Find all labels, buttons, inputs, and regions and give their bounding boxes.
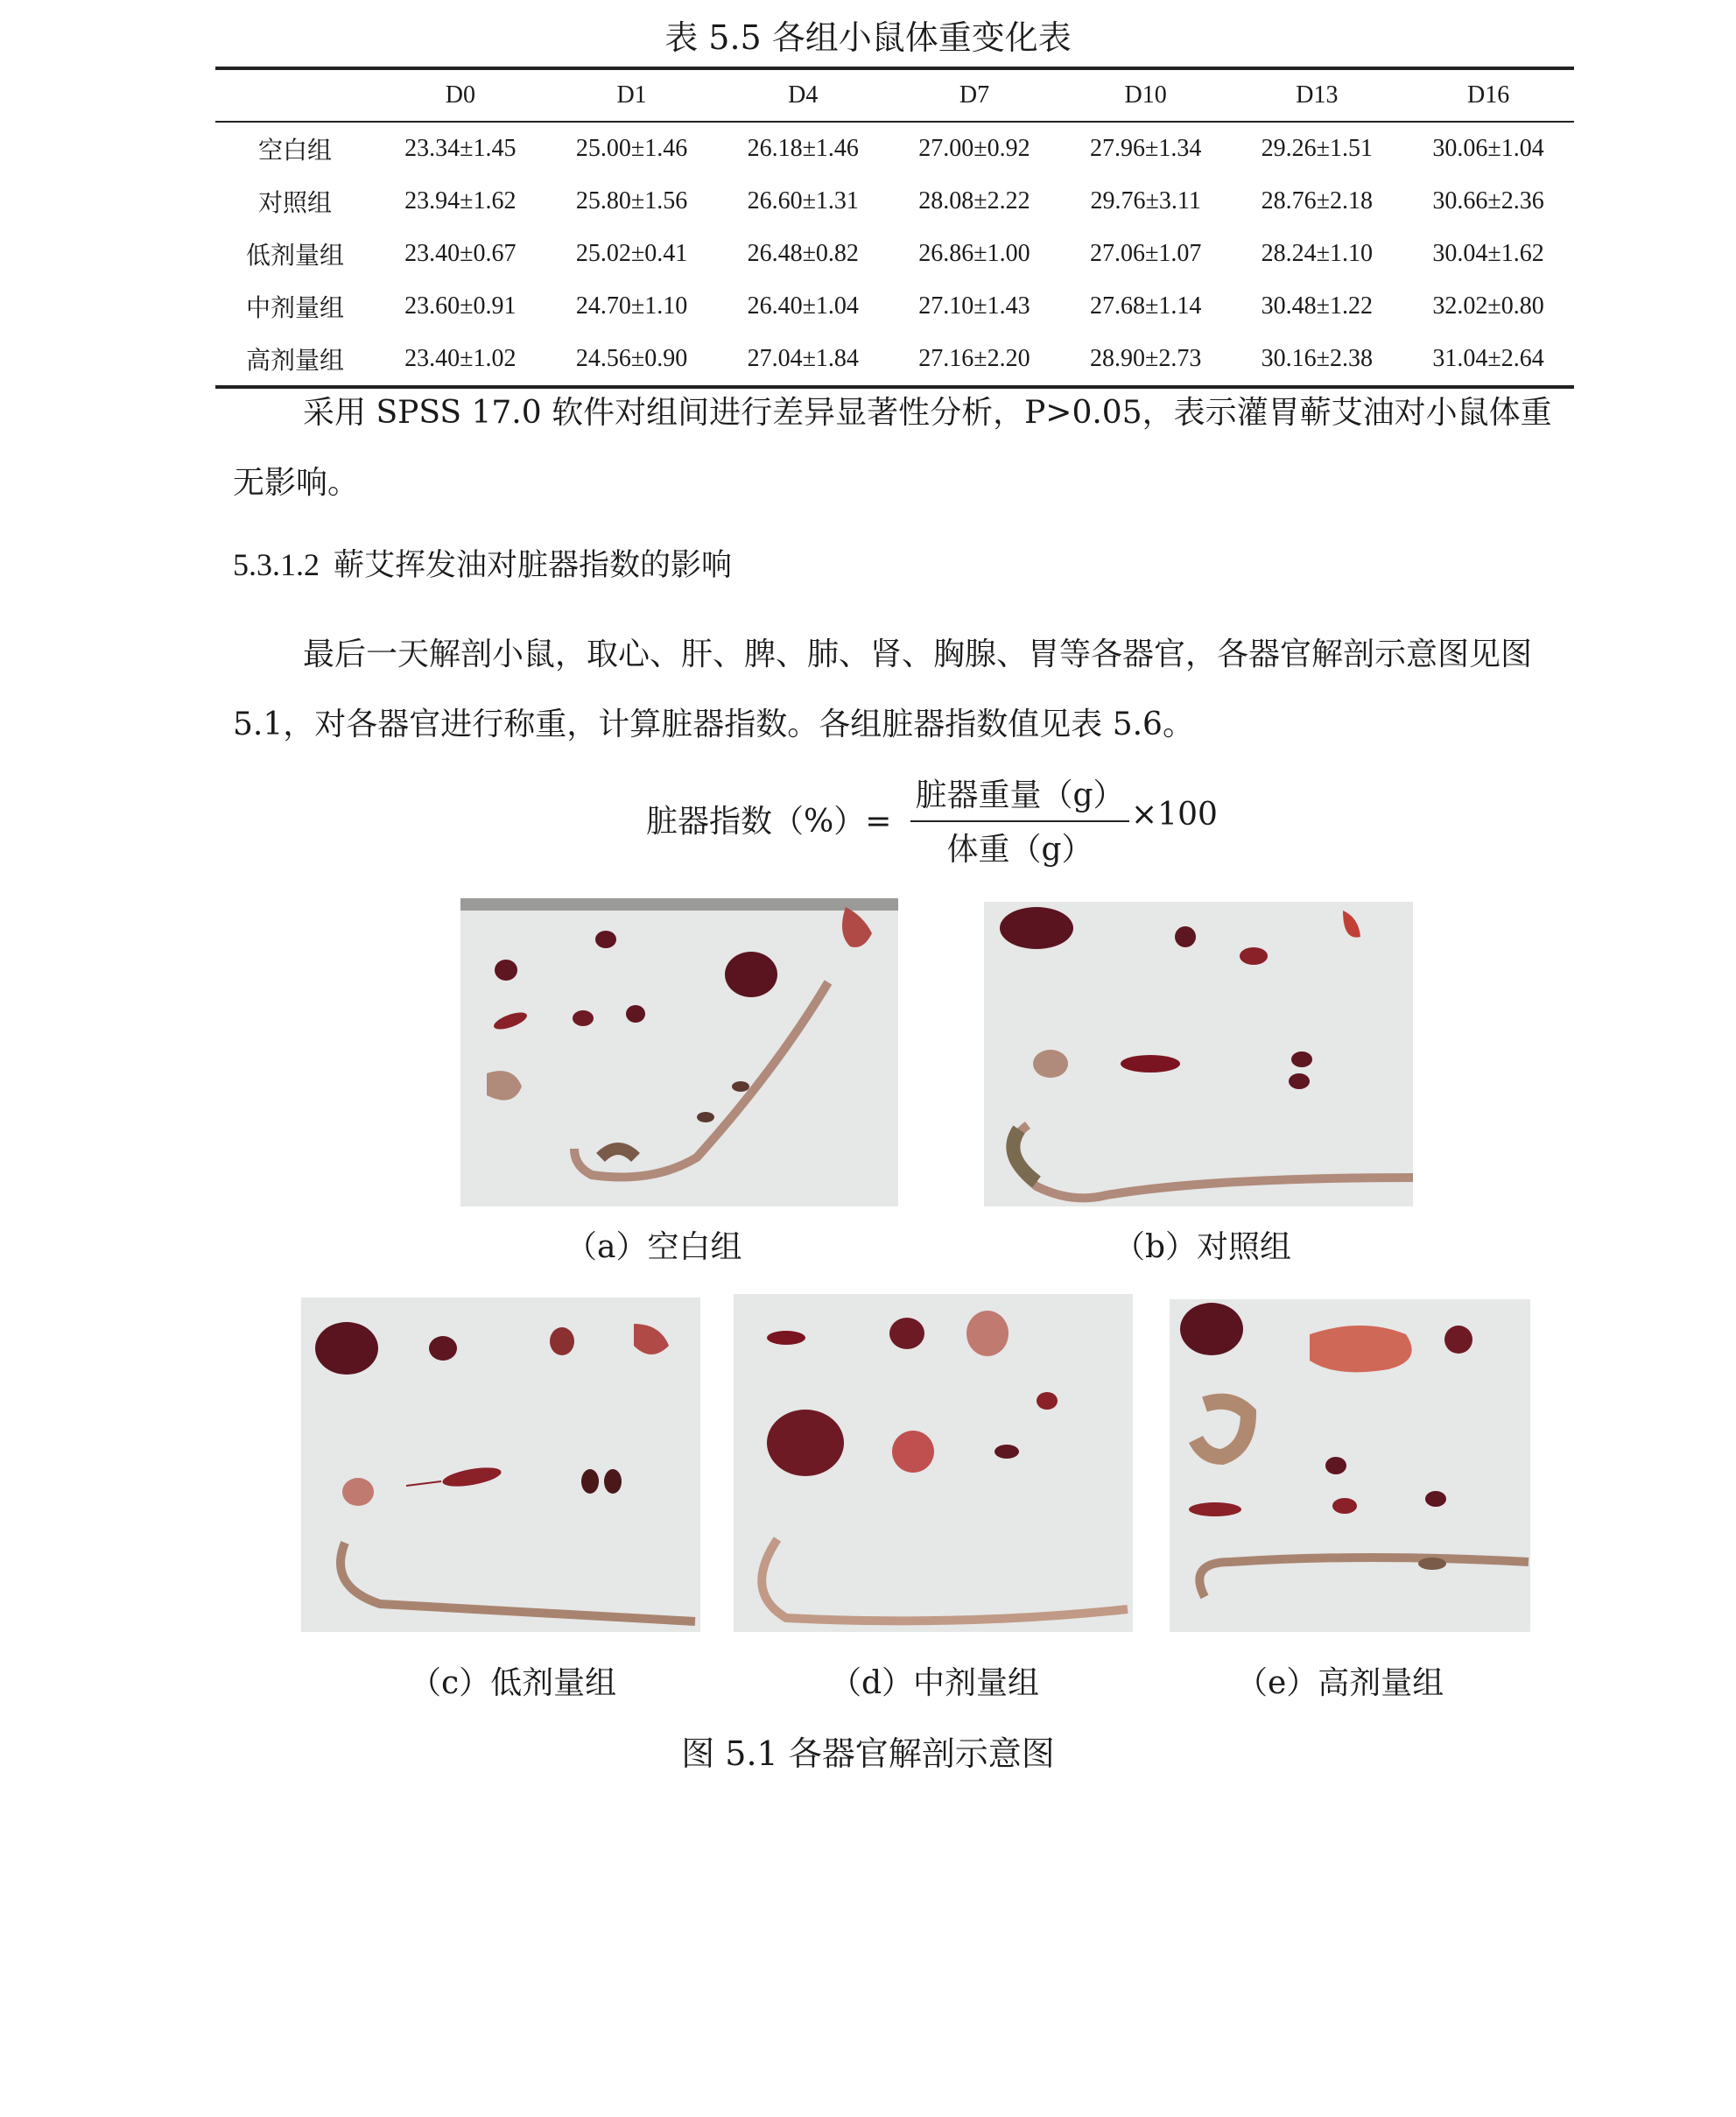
organ-photo-illustration bbox=[301, 1298, 700, 1632]
table-cell: 25.02±0.41 bbox=[575, 240, 688, 267]
paragraph-statistics: 采用 SPSS 17.0 软件对组间进行差异显著性分析，P>0.05，表示灌胃蕲艾油对小鼠体重无影响。 bbox=[233, 395, 1552, 501]
column-header: D16 bbox=[1402, 68, 1574, 122]
dissection-photo-low-dose-group bbox=[301, 1298, 700, 1632]
table-cell: 26.48±0.82 bbox=[747, 240, 859, 267]
section-number: 5.3.1.2 bbox=[233, 547, 320, 582]
table-cell: 23.94±1.62 bbox=[404, 187, 517, 215]
formula-multiplier: ×100 bbox=[1131, 797, 1218, 833]
group-name: 对照组 bbox=[257, 188, 332, 217]
subcaption-e: （e）高剂量组 bbox=[1236, 1665, 1444, 1701]
dissection-photo-high-dose-group bbox=[1170, 1299, 1530, 1632]
table-cell: 25.80±1.56 bbox=[575, 187, 688, 215]
table-cell: 26.86±1.00 bbox=[918, 240, 1030, 267]
table-cell: 30.04±1.62 bbox=[1432, 240, 1544, 267]
table-cell: 29.26±1.51 bbox=[1261, 135, 1374, 162]
table-cell: 28.76±2.18 bbox=[1261, 187, 1374, 215]
fraction-bar bbox=[910, 820, 1129, 822]
table-cell: 28.24±1.10 bbox=[1261, 240, 1374, 267]
table-cell: 23.34±1.45 bbox=[404, 135, 517, 162]
dissection-photo-control-group bbox=[984, 902, 1413, 1206]
table-row bbox=[215, 175, 1574, 228]
table-cell: 32.02±0.80 bbox=[1432, 292, 1544, 320]
subcaption-d: （d）中剂量组 bbox=[830, 1665, 1040, 1701]
organ-photo-illustration bbox=[1170, 1299, 1530, 1632]
group-name: 空白组 bbox=[257, 136, 332, 165]
table-cell: 26.18±1.46 bbox=[747, 135, 859, 162]
subcaption-b: （b）对照组 bbox=[1114, 1229, 1292, 1265]
table-cell: 28.08±2.22 bbox=[918, 187, 1030, 215]
section-title: 蕲艾挥发油对脏器指数的影响 bbox=[334, 548, 733, 583]
table-cell: 30.06±1.04 bbox=[1432, 135, 1544, 162]
organ-photo-illustration bbox=[460, 898, 898, 1206]
column-header: D10 bbox=[1060, 68, 1232, 122]
table-cell: 31.04±2.64 bbox=[1432, 345, 1544, 372]
table-caption: 表 5.5 各组小鼠体重变化表 bbox=[664, 18, 1072, 57]
paragraph-dissection: 最后一天解剖小鼠，取心、肝、脾、肺、肾、胸腺、胃等各器官，各器官解剖示意图见图 5.1，对各器官进行称重，计算脏器指数。各组脏器指数值见表 5.6。 bbox=[233, 637, 1533, 742]
table-cell: 28.90±2.73 bbox=[1089, 345, 1202, 372]
table-cell: 23.60±0.91 bbox=[404, 292, 517, 320]
column-header: D7 bbox=[889, 68, 1060, 122]
formula-numerator: 脏器重量（g） bbox=[915, 777, 1125, 813]
table-cell: 26.60±1.31 bbox=[747, 187, 859, 215]
formula-lhs: 脏器指数（%）= bbox=[646, 804, 892, 840]
table-cell: 25.00±1.46 bbox=[575, 135, 688, 162]
column-header: D4 bbox=[717, 68, 889, 122]
table-row bbox=[215, 228, 1574, 280]
column-header bbox=[215, 68, 375, 122]
table-cell: 30.66±2.36 bbox=[1432, 187, 1544, 215]
column-header: D1 bbox=[546, 68, 718, 122]
table-cell: 27.10±1.43 bbox=[918, 292, 1030, 320]
subcaption-c: （c）低剂量组 bbox=[410, 1665, 617, 1701]
table-cell: 27.96±1.34 bbox=[1089, 135, 1202, 162]
group-name: 低剂量组 bbox=[245, 241, 344, 270]
table-row bbox=[215, 122, 1574, 175]
table-cell: 27.00±0.92 bbox=[918, 135, 1030, 162]
table-cell: 27.04±1.84 bbox=[747, 345, 859, 372]
table-header-row bbox=[215, 68, 1574, 122]
table-cell: 27.06±1.07 bbox=[1089, 240, 1202, 267]
table-cell: 26.40±1.04 bbox=[747, 292, 859, 320]
table-cell: 30.48±1.22 bbox=[1261, 292, 1374, 320]
table-cell: 23.40±0.67 bbox=[404, 240, 517, 267]
table-cell: 23.40±1.02 bbox=[404, 345, 517, 372]
table-cell: 24.56±0.90 bbox=[575, 345, 688, 372]
group-name: 高剂量组 bbox=[245, 346, 344, 375]
table-cell: 24.70±1.10 bbox=[575, 292, 688, 320]
dissection-photo-blank-group bbox=[460, 898, 898, 1206]
section-heading bbox=[233, 541, 732, 585]
table-cell: 29.76±3.11 bbox=[1090, 187, 1201, 215]
column-header: D13 bbox=[1232, 68, 1403, 122]
table-cell: 27.16±2.20 bbox=[918, 345, 1030, 372]
figure-caption: 图 5.1 各器官解剖示意图 bbox=[681, 1734, 1055, 1773]
subcaption-a: （a）空白组 bbox=[566, 1229, 742, 1265]
table-row bbox=[215, 280, 1574, 333]
group-name: 中剂量组 bbox=[245, 293, 344, 322]
table-cell: 30.16±2.38 bbox=[1261, 345, 1374, 372]
column-header: D0 bbox=[375, 68, 546, 122]
organ-photo-illustration bbox=[734, 1294, 1133, 1632]
formula-denominator: 体重（g） bbox=[946, 832, 1093, 868]
dissection-photo-mid-dose-group bbox=[734, 1294, 1133, 1632]
organ-photo-illustration bbox=[984, 902, 1413, 1206]
table-cell: 27.68±1.14 bbox=[1089, 292, 1202, 320]
body-weight-table bbox=[215, 67, 1574, 389]
